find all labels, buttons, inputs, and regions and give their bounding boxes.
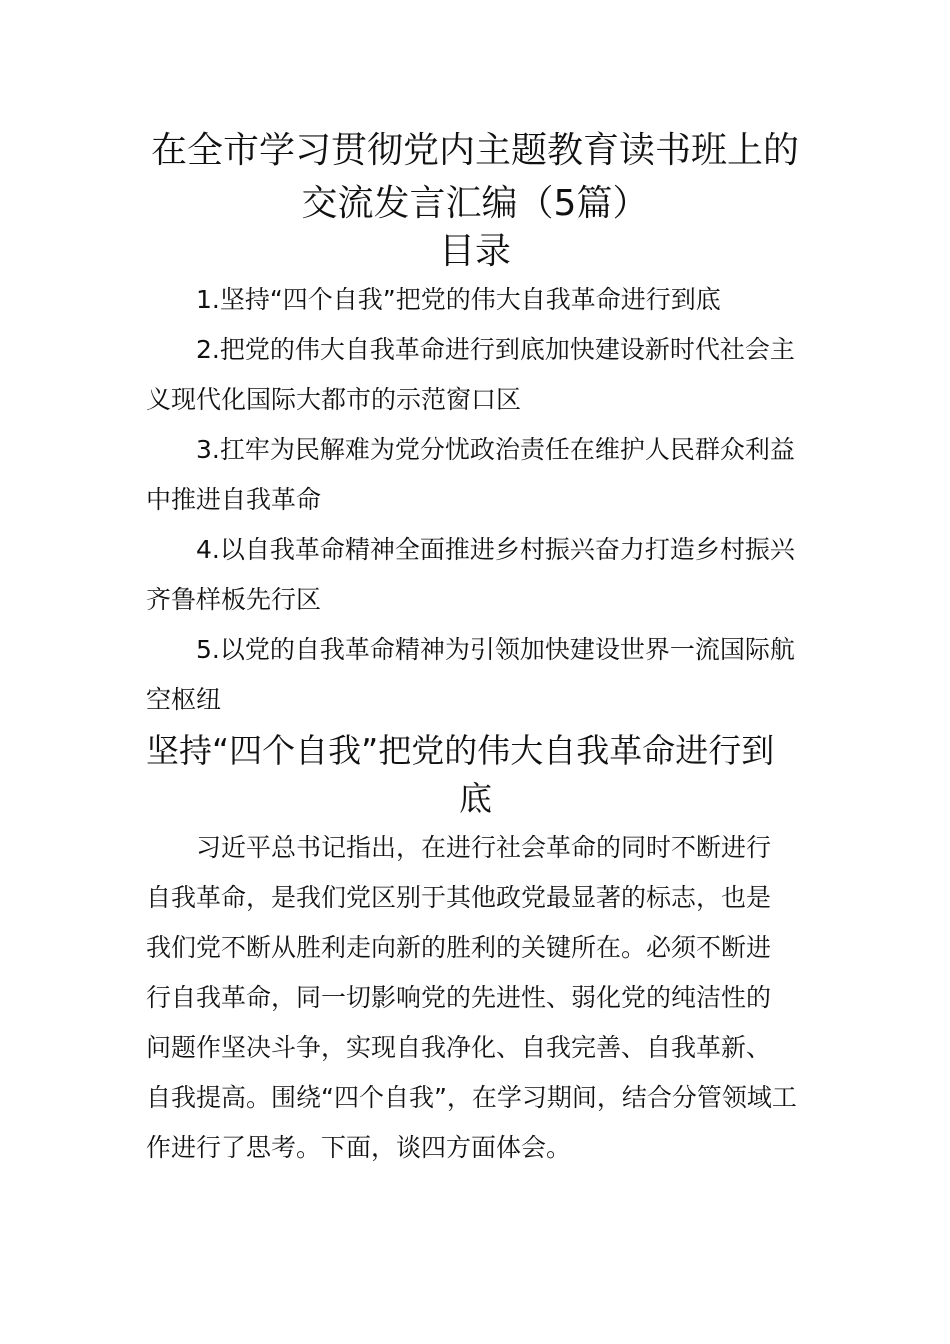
toc-item-3-line-1: 3.扛牢为民解难为党分忧政治责任在维护人民群众利益 (196, 435, 795, 464)
toc-item-4-line-1: 4.以自我革命精神全面推进乡村振兴奋力打造乡村振兴 (196, 535, 795, 564)
toc-item-2-line-2: 义现代化国际大都市的示范窗口区 (146, 385, 522, 414)
toc-item-1-line-1: 1.坚持“四个自我”把党的伟大自我革命进行到底 (196, 285, 721, 314)
paragraph-line-4: 行自我革命，同一切影响党的先进性、弱化党的纯洁性的 (146, 983, 772, 1012)
toc-item-5-line-1: 5.以党的自我革命精神为引领加快建设世界一流国际航 (196, 635, 795, 664)
toc-item-2-line-1: 2.把党的伟大自我革命进行到底加快建设新时代社会主 (196, 335, 795, 364)
document-title-line-2: 交流发言汇编（5篇） (301, 183, 649, 224)
toc-item-4-line-2: 齐鲁样板先行区 (146, 585, 322, 614)
section-title-line-1: 坚持“四个自我”把党的伟大自我革命进行到 (146, 731, 775, 770)
paragraph-line-1: 习近平总书记指出，在进行社会革命的同时不断进行 (196, 833, 772, 862)
paragraph-line-2: 自我革命，是我们党区别于其他政党最显著的标志，也是 (146, 883, 772, 912)
section-title-line-2: 底 (459, 779, 492, 818)
toc-item-5-line-2: 空枢纽 (146, 685, 222, 714)
toc-heading: 目录 (438, 231, 511, 272)
paragraph-line-5: 问题作坚决斗争，实现自我净化、自我完善、自我革新、 (146, 1033, 772, 1062)
paragraph-line-3: 我们党不断从胜利走向新的胜利的关键所在。必须不断进 (146, 933, 772, 962)
paragraph-line-7: 作进行了思考。下面，谈四方面体会。 (146, 1133, 572, 1162)
paragraph-line-6: 自我提高。围绕“四个自我”，在学习期间，结合分管领域工 (146, 1083, 797, 1112)
toc-item-3-line-2: 中推进自我革命 (146, 485, 322, 514)
document-title-line-1: 在全市学习贯彻党内主题教育读书班上的 (150, 130, 799, 171)
